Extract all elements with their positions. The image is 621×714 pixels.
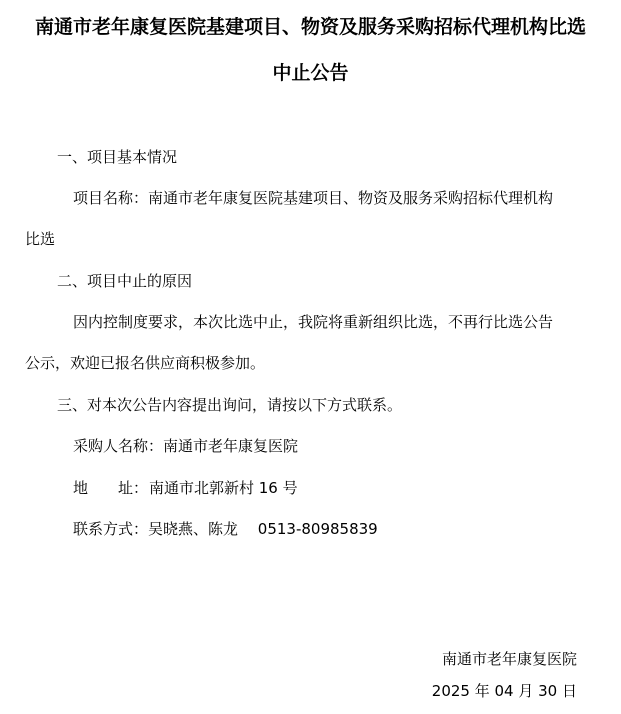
address-value: 南通市北郭新村 16 号 — [149, 479, 298, 497]
project-name-line2: 比选 — [25, 230, 56, 248]
announcement-title-line2: 中止公告 — [272, 62, 349, 84]
announcement-title-line1: 南通市老年康复医院基建项目、物资及服务采购招标代理机构比选 — [34, 16, 586, 38]
contact-info: 联系方式：吴晓燕、陈龙 0513-80985839 — [73, 520, 378, 538]
reason-line1: 因内控制度要求，本次比选中止，我院将重新组织比选，不再行比选公告 — [73, 313, 554, 331]
purchaser-name: 采购人名称：南通市老年康复医院 — [73, 437, 299, 455]
signature-organization: 南通市老年康复医院 — [441, 650, 577, 668]
section3-heading: 三、对本次公告内容提出询问，请按以下方式联系。 — [57, 396, 403, 414]
section2-heading: 二、项目中止的原因 — [57, 272, 193, 290]
reason-line2: 公示，欢迎已报名供应商积极参加。 — [25, 354, 266, 372]
address-line — [73, 478, 298, 498]
address-label: 地 址： — [73, 479, 149, 497]
project-name-line1: 项目名称：南通市老年康复医院基建项目、物资及服务采购招标代理机构 — [73, 189, 554, 207]
signature-date: 2025 年 04 月 30 日 — [431, 682, 577, 700]
section1-heading: 一、项目基本情况 — [57, 148, 178, 166]
